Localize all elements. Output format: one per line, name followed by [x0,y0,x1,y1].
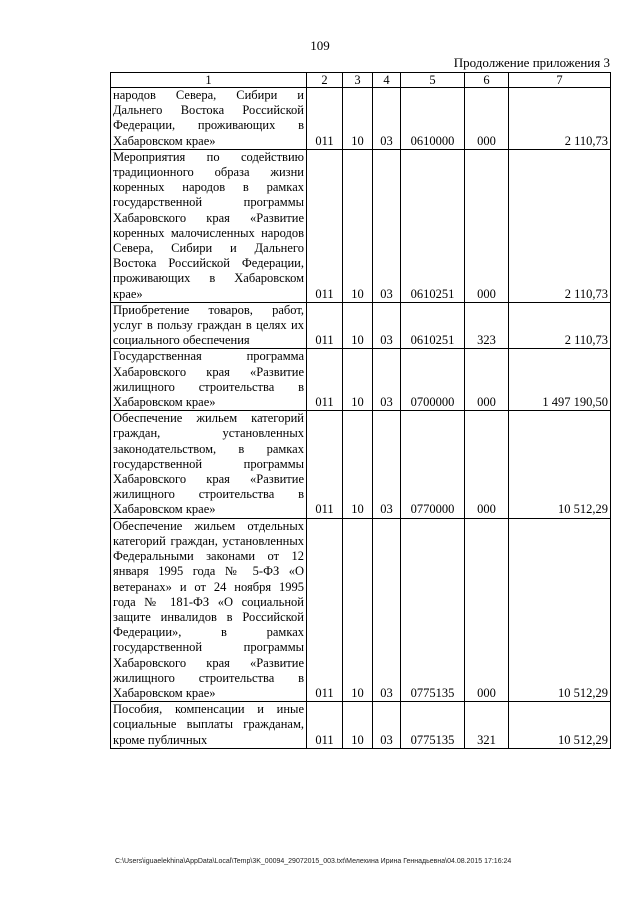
subsection-code-cell: 03 [373,411,401,518]
amount-cell: 10 512,29 [509,702,611,749]
expense-type-cell: 323 [465,302,509,349]
amount-cell: 10 512,29 [509,411,611,518]
ministry-code-cell: 011 [307,349,343,411]
section-code-cell: 10 [343,411,373,518]
section-code-cell: 10 [343,702,373,749]
ministry-code-cell: 011 [307,302,343,349]
row-name-cell: Мероприятия по содействию традиционного образа жизни коренных народов в рамках государственной программы Хабаровского края «Развитие коренных малочисленных народов Севера, Сибири и Дальнего Востока Российской Федерации, проживающих в Хабаровском крае» [111,149,307,302]
subsection-code-cell: 03 [373,302,401,349]
row-name-cell: народов Севера, Сибири и Дальнего Востока Российской Федерации, проживающих в Хабаровском крае» [111,88,307,150]
target-article-cell: 0775135 [401,518,465,701]
header-cell: 4 [373,73,401,88]
amount-cell: 2 110,73 [509,88,611,150]
target-article-cell: 0610251 [401,302,465,349]
row-name-cell: Обеспечение жильем отдельных категорий граждан, установленных Федеральными законами от 12 января 1995 года № 5-ФЗ «О ветеранах» и от 24 ноября 1995 года № 181-ФЗ «О социальной защите инвалидов в Российской Федерации», в рамках государственной программы Хабаровского края «Развитие жилищного строительства в Хабаровском крае» [111,518,307,701]
ministry-code-cell: 011 [307,88,343,150]
file-path-footer: C:\Users\iguaelekhina\AppData\Local\Temp\3K_00094_29072015_003.txt\Мелехина Ирина Геннадьевна\04.08.2015 17:16:24 [115,858,512,865]
page-number: 109 [310,38,330,53]
target-article-cell: 0770000 [401,411,465,518]
expense-type-cell: 000 [465,411,509,518]
subsection-code-cell: 03 [373,518,401,701]
section-code-cell: 10 [343,302,373,349]
section-code-cell: 10 [343,149,373,302]
header-cell: 6 [465,73,509,88]
expense-type-cell: 000 [465,349,509,411]
section-code-cell: 10 [343,349,373,411]
ministry-code-cell: 011 [307,149,343,302]
header-cell: 3 [343,73,373,88]
section-code-cell: 10 [343,518,373,701]
header-cell: 5 [401,73,465,88]
subsection-code-cell: 03 [373,349,401,411]
subsection-code-cell: 03 [373,88,401,150]
ministry-code-cell: 011 [307,411,343,518]
row-name-cell: Государственная программа Хабаровского края «Развитие жилищного строительства в Хабаровском крае» [111,349,307,411]
target-article-cell: 0610000 [401,88,465,150]
header-cell: 1 [111,73,307,88]
expense-type-cell: 000 [465,88,509,150]
appendix-continuation-note: Продолжение приложения 3 [453,55,610,70]
table-row [111,411,611,518]
table-row [111,88,611,150]
table-row [111,149,611,302]
subsection-code-cell: 03 [373,702,401,749]
budget-table [110,72,611,749]
amount-cell: 2 110,73 [509,302,611,349]
expense-type-cell: 000 [465,518,509,701]
amount-cell: 2 110,73 [509,149,611,302]
ministry-code-cell: 011 [307,518,343,701]
subsection-code-cell: 03 [373,149,401,302]
table-row [111,349,611,411]
expense-type-cell: 321 [465,702,509,749]
ministry-code-cell: 011 [307,702,343,749]
target-article-cell: 0775135 [401,702,465,749]
amount-cell: 10 512,29 [509,518,611,701]
target-article-cell: 0700000 [401,349,465,411]
section-code-cell: 10 [343,88,373,150]
table-header-row [111,73,611,88]
row-name-cell: Приобретение товаров, работ, услуг в пользу граждан в целях их социального обеспечения [111,302,307,349]
table-row [111,702,611,749]
target-article-cell: 0610251 [401,149,465,302]
row-name-cell: Пособия, компенсации и иные социальные выплаты гражданам, кроме публичных [111,702,307,749]
expense-type-cell: 000 [465,149,509,302]
header-cell: 2 [307,73,343,88]
row-name-cell: Обеспечение жильем категорий граждан, установленных законодательством, в рамках государственной программы Хабаровского края «Развитие жилищного строительства в Хабаровском крае» [111,411,307,518]
amount-cell: 1 497 190,50 [509,349,611,411]
header-cell: 7 [509,73,611,88]
table-row [111,518,611,701]
table-row [111,302,611,349]
